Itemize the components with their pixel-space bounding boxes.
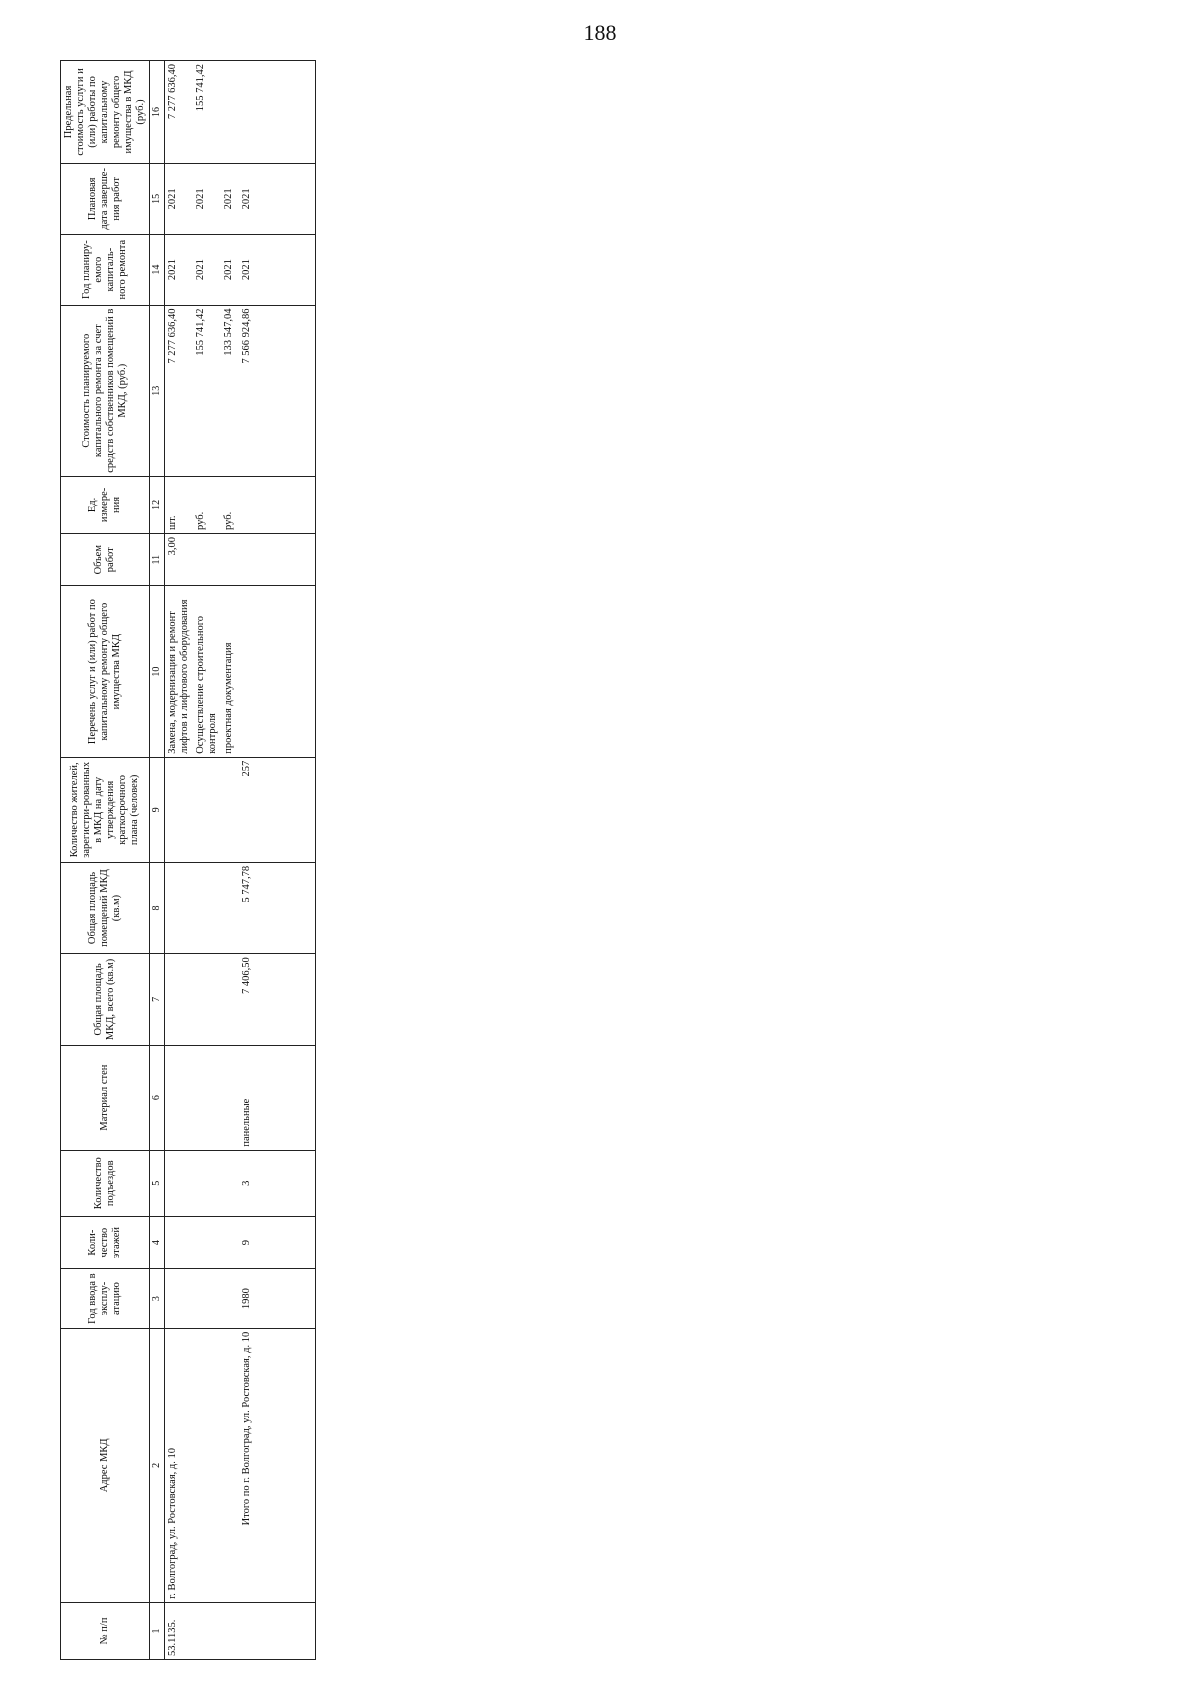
col-header: Коли-чество этажей — [61, 1216, 150, 1269]
col-header: Ед. измере-ния — [61, 476, 150, 533]
col-number: 6 — [150, 1045, 165, 1150]
row-number: 53.1135. — [164, 1602, 193, 1659]
cost-cell: 7 277 636,40 — [164, 305, 193, 476]
date-cell: 2021 — [237, 163, 255, 234]
area-rooms-cell: 5 747,78 — [237, 862, 255, 953]
date-cell: 2021 — [193, 163, 221, 234]
unit-cell: шт. — [164, 476, 193, 533]
col-number: 15 — [150, 163, 165, 234]
cost-cell: 7 566 924,86 — [237, 305, 255, 476]
work-cell: Осуществление строительного контроля — [193, 586, 221, 757]
col-header: Адрес МКД — [61, 1328, 150, 1602]
col-header: Стоимость планируемого капитального ремонта за счет средств собственников помещений в МКД, (руб.) — [61, 305, 150, 476]
limit-cell: 7 277 636,40 — [164, 61, 193, 164]
table-row — [221, 61, 237, 1660]
material-cell: панельные — [237, 1045, 255, 1150]
col-header: Плановая дата заверше-ния работ — [61, 163, 150, 234]
year-built-cell: 1980 — [237, 1269, 255, 1328]
address-cell: Итого по г. Волгоград, ул. Ростовская, д. 10 — [237, 1328, 255, 1602]
col-number: 13 — [150, 305, 165, 476]
subtotal-row — [237, 61, 255, 1660]
col-number: 4 — [150, 1216, 165, 1269]
entrances-cell: 3 — [237, 1150, 255, 1216]
col-number: 16 — [150, 61, 165, 164]
col-number: 12 — [150, 476, 165, 533]
col-header: Объем работ — [61, 533, 150, 586]
col-header: Предельная стоимость услуги и (или) работы по капитальному ремонту общего имущества в МКД (руб.) — [61, 61, 150, 164]
col-number: 3 — [150, 1269, 165, 1328]
rotated-page — [60, 60, 1140, 1660]
work-cell: проектная документация — [221, 586, 237, 757]
col-number: 8 — [150, 862, 165, 953]
date-cell: 2021 — [221, 163, 237, 234]
year-cell: 2021 — [237, 234, 255, 305]
year-cell: 2021 — [221, 234, 237, 305]
col-number: 7 — [150, 954, 165, 1045]
col-header: Общая площадь МКД, всего (кв.м) — [61, 954, 150, 1045]
col-header: Количество жителей, зарегистри-рованных в МКД на дату утверждения краткосрочного плана (человек) — [61, 757, 150, 862]
table-row — [193, 61, 221, 1660]
column-number-row — [150, 61, 165, 1660]
capital-repair-table — [60, 60, 316, 1660]
volume-cell: 3,00 — [164, 533, 193, 586]
floors-cell: 9 — [237, 1216, 255, 1269]
unit-cell: руб. — [221, 476, 237, 533]
unit-cell: руб. — [193, 476, 221, 533]
col-number: 1 — [150, 1602, 165, 1659]
col-header: Перечень услуг и (или) работ по капитальному ремонту общего имущества МКД — [61, 586, 150, 757]
cost-cell: 155 741,42 — [193, 305, 221, 476]
col-header: Год ввода в эксплу-атацию — [61, 1269, 150, 1328]
col-header: Год планиру-емого капиталь-ного ремонта — [61, 234, 150, 305]
col-number: 14 — [150, 234, 165, 305]
table-row — [164, 61, 193, 1660]
date-cell: 2021 — [164, 163, 193, 234]
address-cell: г. Волгоград, ул. Ростовская, д. 10 — [164, 1328, 193, 1602]
col-header: Количество подъездов — [61, 1150, 150, 1216]
cost-cell: 133 547,04 — [221, 305, 237, 476]
table-end-row — [255, 61, 315, 1660]
col-number: 11 — [150, 533, 165, 586]
col-number: 10 — [150, 586, 165, 757]
col-header: Общая площадь помещений МКД (кв.м) — [61, 862, 150, 953]
year-cell: 2021 — [193, 234, 221, 305]
residents-cell: 257 — [237, 757, 255, 862]
col-header: № п/п — [61, 1602, 150, 1659]
limit-cell: 155 741,42 — [193, 61, 221, 164]
header-row — [61, 61, 150, 1660]
col-number: 2 — [150, 1328, 165, 1602]
year-cell: 2021 — [164, 234, 193, 305]
col-number: 9 — [150, 757, 165, 862]
area-total-cell: 7 406,50 — [237, 954, 255, 1045]
page-number: 188 — [583, 20, 617, 45]
work-cell: Замена, модернизация и ремонт лифтов и лифтового оборудования — [164, 586, 193, 757]
col-header: Материал стен — [61, 1045, 150, 1150]
col-number: 5 — [150, 1150, 165, 1216]
